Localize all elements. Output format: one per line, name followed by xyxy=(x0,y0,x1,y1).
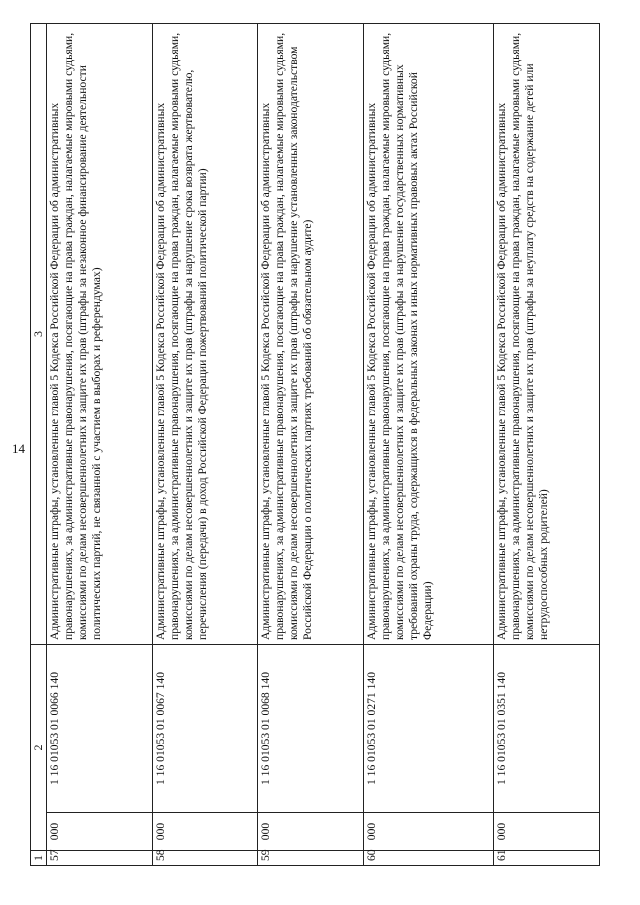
row-number: 58 xyxy=(152,851,258,866)
table-row xyxy=(152,24,258,866)
budget-code: 1 16 01053 01 0066 140 xyxy=(47,645,153,813)
budget-codes-table xyxy=(30,23,600,866)
admin-code: 000 xyxy=(494,813,600,851)
admin-code: 000 xyxy=(47,813,153,851)
description: Административные штрафы, установленные главой 5 Кодекса Российской Федерации об административных правонарушениях, за административные правонарушения, посягающие на права граждан, налагаемые мировыми судьями, комиссиями по делам несовершеннолетних и защите их прав (штрафы за нарушение государственных нормативных требований охраны труда, содержащихся в федеральных законах и иных нормативных правовых актах Российской Федерации) xyxy=(363,24,494,645)
header-col-3: 3 xyxy=(31,24,47,645)
header-row xyxy=(31,24,47,866)
header-col-1: 1 xyxy=(31,851,47,866)
budget-code: 1 16 01053 01 0067 140 xyxy=(152,645,258,813)
table-row xyxy=(47,24,153,866)
budget-code: 1 16 01053 01 0068 140 xyxy=(258,645,364,813)
table-row xyxy=(258,24,364,866)
admin-code: 000 xyxy=(258,813,364,851)
row-number: 61 xyxy=(494,851,600,866)
row-number: 60 xyxy=(363,851,494,866)
budget-code: 1 16 01053 01 0351 140 xyxy=(494,645,600,813)
description: Административные штрафы, установленные главой 5 Кодекса Российской Федерации об административных правонарушениях, за административные правонарушения, посягающие на права граждан, налагаемые мировыми судьями, комиссиями по делам несовершеннолетних и защите их прав (штрафы за нарушение срока возврата жертвователю, перечисления (передачи) в доход Российской Федерации пожертвований политической партии) xyxy=(152,24,258,645)
budget-code: 1 16 01053 01 0271 140 xyxy=(363,645,494,813)
header-col-2: 2 xyxy=(31,645,47,851)
admin-code: 000 xyxy=(152,813,258,851)
description: Административные штрафы, установленные главой 5 Кодекса Российской Федерации об административных правонарушениях, за административные правонарушения, посягающие на права граждан, налагаемые мировыми судьями, комиссиями по делам несовершеннолетних и защите их прав (штрафы за неуплату средств на содержание детей или нетрудоспособных родителей) xyxy=(494,24,600,645)
row-number: 57 xyxy=(47,851,153,866)
description: Административные штрафы, установленные главой 5 Кодекса Российской Федерации об административных правонарушениях, за административные правонарушения, посягающие на права граждан, налагаемые мировыми судьями, комиссиями по делам несовершеннолетних и защите их прав (штрафы за незаконное финансирование деятельности политических партий, не связанной с участием в выборах и референдумах) xyxy=(47,24,153,645)
page-number: 14 xyxy=(12,441,25,456)
table-row xyxy=(363,24,494,866)
rotated-page xyxy=(30,23,600,866)
description: Административные штрафы, установленные главой 5 Кодекса Российской Федерации об административных правонарушениях, за административные правонарушения, посягающие на права граждан, налагаемые мировыми судьями, комиссиями по делам несовершеннолетних и защите их прав (штрафы за нарушение установленных законодательством Российской Федерации о политических партиях требований об обязательном аудите) xyxy=(258,24,364,645)
admin-code: 000 xyxy=(363,813,494,851)
table-row xyxy=(494,24,600,866)
row-number: 59 xyxy=(258,851,364,866)
